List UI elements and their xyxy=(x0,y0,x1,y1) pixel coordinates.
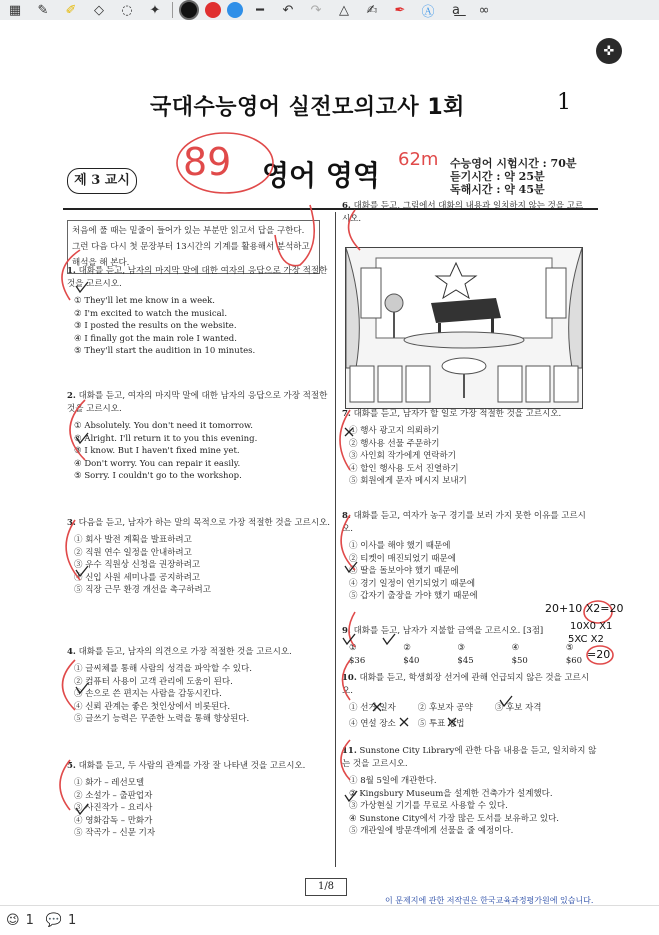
emoji-icon: 😉 xyxy=(6,913,20,928)
question-11 xyxy=(342,745,597,838)
inline-options xyxy=(349,642,592,668)
reaction-bar xyxy=(0,905,659,935)
question-number: 6. xyxy=(342,201,351,211)
option[interactable]: ② 행사용 선물 주문하기 xyxy=(349,438,440,449)
question-3 xyxy=(67,517,332,597)
toolbar-divider xyxy=(172,2,173,18)
text-icon[interactable]: Ⓐ xyxy=(421,4,435,20)
exam-title: 국대수능영어 실전모의고사 1회 xyxy=(150,95,465,120)
text-size-icon[interactable]: a͟ xyxy=(452,2,460,18)
option[interactable]: ① 글씨체를 통해 사람의 성격을 파악할 수 있다. xyxy=(74,664,252,674)
score-handwriting: 89 xyxy=(183,140,232,184)
stage-illustration xyxy=(345,247,583,409)
option[interactable]: ② 후보자 공약 xyxy=(417,703,473,713)
highlighter-icon[interactable]: ✐ xyxy=(65,2,77,18)
question-stem: 대화를 듣고, 그림에서 대화의 내용과 일치하지 않는 것을 고르시오. xyxy=(342,201,584,224)
option[interactable]: ① They'll let me know in a week. xyxy=(74,296,216,306)
question-9 xyxy=(342,625,592,668)
calc-line: 10X0 X1 xyxy=(570,621,613,632)
question-2 xyxy=(67,390,332,483)
question-6 xyxy=(342,200,587,230)
time-line-total: 수능영어 시험시간 : 70분 xyxy=(450,157,577,170)
option[interactable]: ④ 신입 사원 세미나를 공지하려고 xyxy=(74,572,201,583)
column-divider xyxy=(335,212,336,867)
option[interactable]: ⑤ 갑자기 출장을 가야 했기 때문에 xyxy=(349,591,478,602)
undo-icon[interactable]: ↶ xyxy=(282,2,294,18)
option[interactable]: ④ 경기 일정이 연기되었기 때문에 xyxy=(349,578,476,589)
footer-page-number: 1/8 xyxy=(305,878,347,896)
comment-icon: 💬 xyxy=(45,913,63,928)
option[interactable]: ⑤ They'll start the audition in 10 minutes. xyxy=(74,346,256,357)
question-stem: 대화를 듣고, 남자의 마지막 말에 대한 여자의 응답으로 가장 적절한 것을 고르시오. xyxy=(67,266,328,289)
option[interactable]: ② $40 xyxy=(403,643,420,666)
question-number: 4. xyxy=(67,647,76,657)
page-number: 1 xyxy=(557,90,571,115)
option[interactable]: ④ I finally got the main role I wanted. xyxy=(74,333,237,344)
option[interactable]: ⑤ 투표 방법 xyxy=(417,719,465,729)
option[interactable]: ② 티켓이 매진되었기 때문에 xyxy=(349,553,456,564)
calc-line: 20+10 X2=20 xyxy=(545,602,624,615)
option[interactable]: ① 이사를 해야 했기 때문에 xyxy=(349,541,451,551)
option[interactable]: ③ I posted the results on the website. xyxy=(74,321,237,332)
question-number: 11. xyxy=(342,746,357,756)
option[interactable]: ① Absolutely. You don't need it tomorrow. xyxy=(74,421,253,431)
color-blue-swatch[interactable] xyxy=(227,2,243,18)
period-badge: 제 3 교시 xyxy=(67,168,137,194)
option[interactable]: ④ 신뢰 관계는 좋은 첫인상에서 비롯된다. xyxy=(74,701,231,712)
option[interactable]: ② 소설가 – 출판업자 xyxy=(74,790,153,801)
floating-tool-button[interactable]: ✜ xyxy=(596,38,622,64)
question-number: 1. xyxy=(67,266,76,276)
question-stem: 대화를 듣고, 남자의 의견으로 가장 적절한 것을 고르시오. xyxy=(78,647,292,657)
time-line-reading: 독해시간 : 약 45분 xyxy=(450,183,545,196)
option[interactable]: ① 화가 – 레선모델 xyxy=(74,778,145,788)
stage-drawing xyxy=(346,248,582,408)
question-stem: 대화를 듣고, 학생회장 선거에 관해 언급되지 않은 것을 고르시오. xyxy=(342,673,590,696)
option[interactable]: ⑤ Sorry. I couldn't go to the workshop. xyxy=(74,471,242,482)
option[interactable]: ⑤ $60 xyxy=(565,643,583,666)
option[interactable]: ③ I know. But I haven't fixed mine yet. xyxy=(74,446,240,457)
option[interactable]: ④ 할인 행사용 도서 진열하기 xyxy=(349,463,459,474)
exam-page xyxy=(0,20,659,905)
option[interactable]: ① $36 xyxy=(349,643,366,666)
option[interactable]: ② Kingsbury Museum을 설계한 건축가가 설계했다. xyxy=(349,788,553,799)
question-number: 3. xyxy=(67,518,76,528)
option[interactable]: ③ 사인회 작가에게 연락하기 xyxy=(349,451,456,462)
emoji-count: 1 xyxy=(25,913,34,928)
option[interactable]: ④ 연설 장소 xyxy=(349,719,396,729)
color-black-swatch[interactable] xyxy=(179,0,199,20)
option[interactable]: ⑤ 작곡가 – 신문 기자 xyxy=(74,828,156,839)
emoji-reaction[interactable] xyxy=(6,913,34,928)
option[interactable]: ③ 딸을 돌보아야 했기 때문에 xyxy=(349,566,459,577)
question-7 xyxy=(342,408,592,488)
option[interactable]: ⑤ 개관일에 방문객에게 선물을 줄 예정이다. xyxy=(349,826,514,837)
question-stem: 대화를 듣고, 남자가 지불할 금액을 고르시오. [3점] xyxy=(353,626,544,636)
question-stem: 대화를 듣고, 여자가 농구 경기를 보러 가지 못한 이유를 고르시오. xyxy=(342,511,586,534)
question-stem: Sunstone City Library에 관한 다음 내용을 듣고, 일치하지 않는 것을 고르시오. xyxy=(342,746,597,769)
option[interactable]: ① 행사 광고지 의뢰하기 xyxy=(349,426,440,436)
option[interactable]: ③ 우수 직원상 신청을 권장하려고 xyxy=(74,560,201,571)
comment-reaction[interactable] xyxy=(46,913,76,928)
question-number: 2. xyxy=(67,391,76,401)
question-1 xyxy=(67,265,332,358)
question-8 xyxy=(342,510,592,603)
inline-options-row1 xyxy=(349,702,592,715)
copyright-note: 이 문제지에 관한 저작권은 한국교육과정평가원에 있습니다. xyxy=(385,896,594,905)
calc-line: 5XC X2 xyxy=(568,634,604,645)
time-line-listening: 듣기시간 : 약 25분 xyxy=(450,170,545,183)
question-stem: 대화를 듣고, 남자가 할 일로 가장 적절한 것을 고르시오. xyxy=(353,409,562,419)
color-red-swatch[interactable] xyxy=(205,2,221,18)
inline-options-row2 xyxy=(349,718,592,731)
pen-icon[interactable]: ✎ xyxy=(37,2,49,18)
option[interactable]: ② I'm excited to watch the musical. xyxy=(74,308,228,319)
option[interactable]: ① 8월 5일에 개관한다. xyxy=(349,776,437,786)
option[interactable]: ④ Sunstone City에서 가장 많은 도서를 보유하고 있다. xyxy=(349,813,560,824)
question-4 xyxy=(67,646,332,726)
comment-count: 1 xyxy=(68,913,77,928)
option[interactable]: ③ 가상현실 기기를 무료로 사용할 수 있다. xyxy=(349,801,508,812)
option[interactable]: ④ $50 xyxy=(511,643,528,666)
question-stem: 대화를 듣고, 여자의 마지막 말에 대한 남자의 응답으로 가장 적절한 것을 고르시오. xyxy=(67,391,328,414)
time-info xyxy=(450,157,577,196)
question-stem: 다음을 듣고, 남자가 하는 말의 목적으로 가장 적절한 것을 고르시오. xyxy=(78,518,330,528)
option[interactable]: ② Alright. I'll return it to you this evening. xyxy=(74,433,258,444)
shapes-icon[interactable]: △ xyxy=(339,2,349,18)
option[interactable]: ③ 후보 자격 xyxy=(494,703,542,713)
question-number: 8. xyxy=(342,511,351,521)
question-stem: 대화를 듣고, 두 사람의 관계를 가장 잘 나타낸 것을 고르시오. xyxy=(78,761,306,771)
question-number: 5. xyxy=(67,761,76,771)
magic-icon[interactable]: ✦ xyxy=(149,2,161,18)
redo-icon[interactable]: ↷ xyxy=(310,2,322,18)
question-number: 7. xyxy=(342,409,351,419)
option[interactable]: ③ 사진작가 – 요리사 xyxy=(74,803,153,814)
link-icon[interactable]: ∞ xyxy=(478,2,490,18)
red-pen-icon[interactable]: ✒ xyxy=(394,2,406,18)
option[interactable]: ① 회사 발전 계획을 발표하려고 xyxy=(74,535,192,545)
eraser-icon[interactable]: ◇ xyxy=(94,2,104,18)
calc-line: =20 xyxy=(587,648,611,661)
annotation-toolbar xyxy=(0,0,659,20)
option[interactable]: ⑤ 글쓰기 능력은 꾸준한 노력을 통해 향상된다. xyxy=(74,714,250,725)
option[interactable]: ④ Don't worry. You can repair it easily. xyxy=(74,458,241,469)
question-5 xyxy=(67,760,332,840)
option[interactable]: ⑤ 직장 근무 환경 개선을 촉구하려고 xyxy=(74,585,211,596)
grid-icon[interactable]: ▦ xyxy=(8,2,22,18)
question-10 xyxy=(342,672,592,731)
option[interactable]: ③ $45 xyxy=(457,643,474,666)
option[interactable]: ② 컴퓨터 사용이 고객 관리에 도움이 된다. xyxy=(74,676,233,687)
notice-box: 처음에 풀 때는 밑줄이 들어가 있는 부분만 읽고서 답을 구한다. 그런 다음 다시 첫 문장부터 13시간의 기계를 활용해서 분석하고 해석을 해 본다. xyxy=(67,220,320,274)
lasso-icon[interactable]: ◌ xyxy=(121,2,133,18)
subject-title: 영어 영역 xyxy=(262,159,380,192)
question-number: 10. xyxy=(342,673,357,683)
text-pen-icon[interactable]: ✍ xyxy=(366,2,378,18)
option[interactable]: ⑤ 회원에게 문자 메시지 보내기 xyxy=(349,476,467,487)
option[interactable]: ③ 손으로 쓴 편지는 사람을 감동시킨다. xyxy=(74,689,222,700)
time-handwriting: 62m xyxy=(398,149,439,170)
line-icon[interactable]: ━ xyxy=(256,2,264,18)
option[interactable]: ① 선거 일자 xyxy=(349,703,396,713)
question-number: 9. xyxy=(342,626,351,636)
option[interactable]: ④ 영화감독 – 만화가 xyxy=(74,815,153,826)
option[interactable]: ② 직원 연수 일정을 안내하려고 xyxy=(74,547,192,558)
